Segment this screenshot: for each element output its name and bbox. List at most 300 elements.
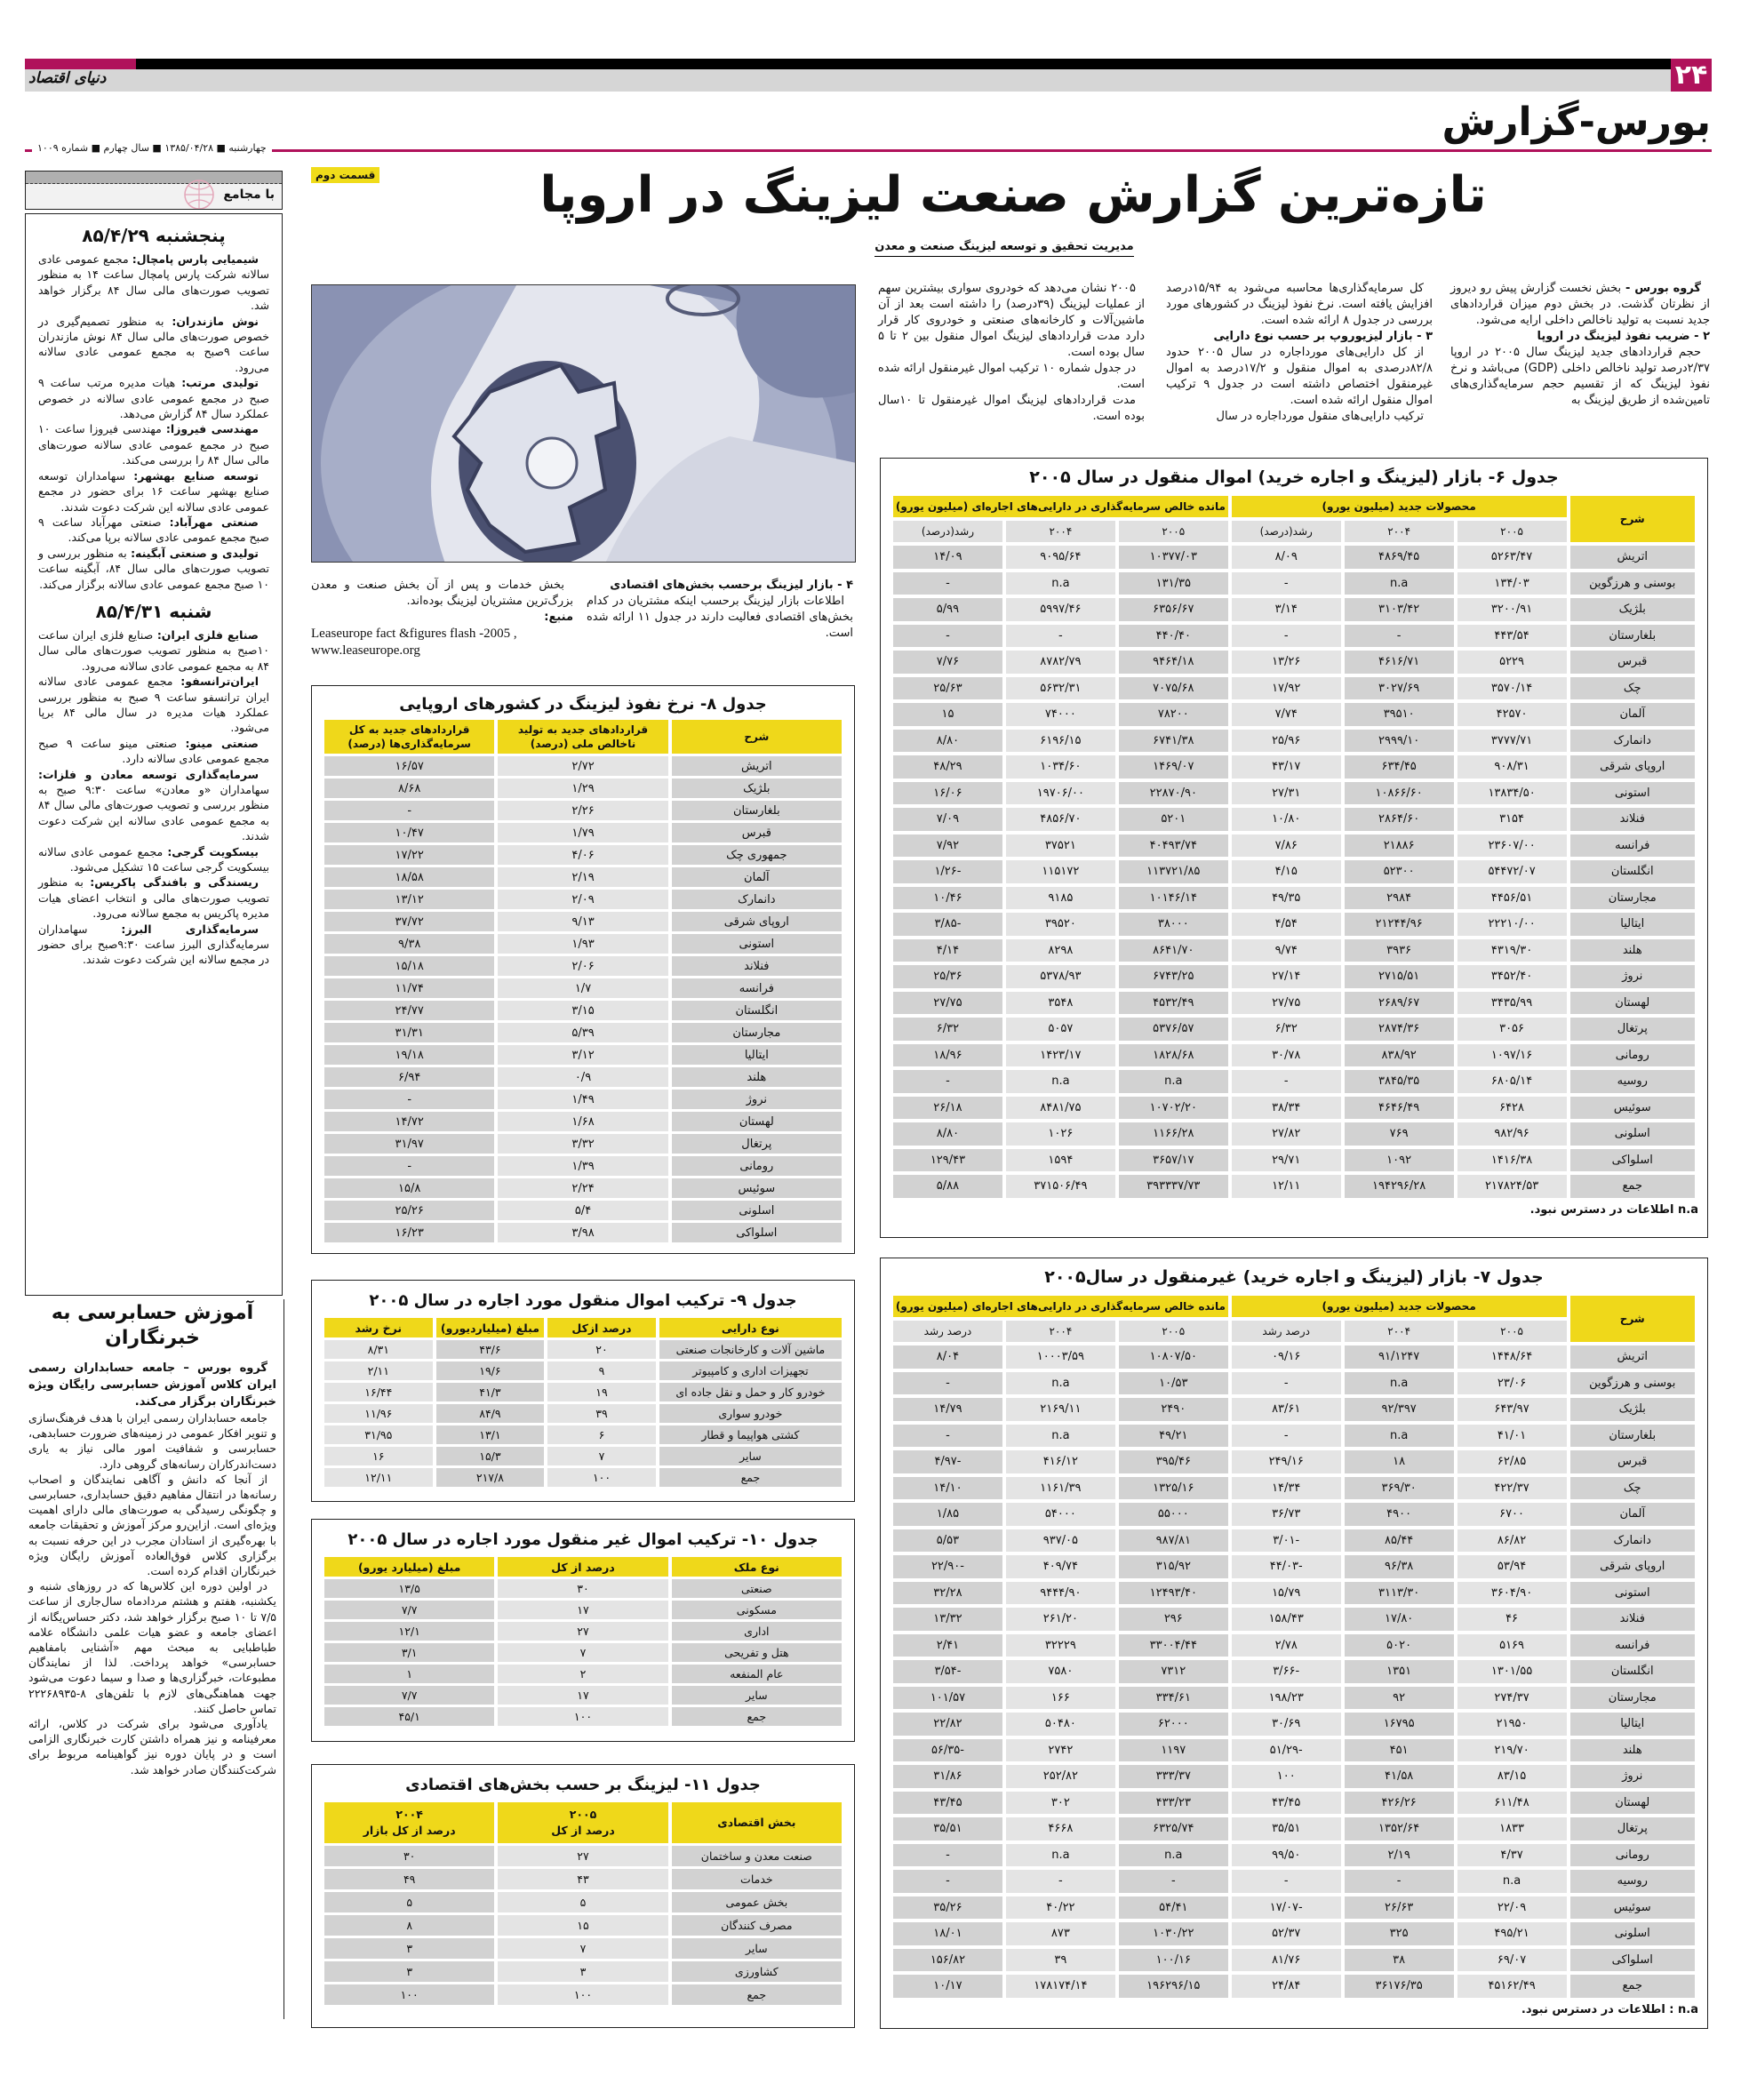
table-cell: -۳/۸۵ [893,913,1002,936]
table-cell: ۲/۱۹ [498,867,667,887]
table-cell: ۲۴۹۰ [1119,1398,1228,1421]
table-cell: ۵/۵۳ [893,1529,1002,1553]
company-name: ایران‌ترانسفو: [180,675,259,689]
row-label: سایر [672,1938,842,1959]
table-row [893,1660,1695,1683]
table-cell: ۵۴/۴۱ [1119,1896,1228,1920]
table-cell: ۱۵ [498,1915,667,1936]
row-label: اروپای شرقی [1570,1555,1695,1578]
masthead-accent [25,59,136,69]
row-label: بوسنی و هرزگوین [1570,572,1695,595]
table-cell: ۳۹۳۶ [1345,939,1454,962]
table-cell: ۳۸/۳۴ [1232,1097,1341,1120]
row-label: ایتالیا [672,1045,842,1065]
table-cell: ۳۸۰۰۰ [1119,913,1228,936]
table-cell: ۲۹۶ [1119,1608,1228,1631]
column-header [324,1802,494,1843]
paragraph: یادآوری می‌شود برای شرکت در کلاس، ارائه معرفینامه و نیز همراه داشتن کارت خبرنگاری الزامی است و در پایان دوره نیز گواهینامه مربوط برای شرکت‌کنندگان صادر خواهد شد. [28,1717,276,1777]
table-cell: ۷ [547,1447,656,1465]
table-cell: n.a [1457,1870,1567,1893]
meeting-details: مجمع عمومی عادی سالانه بیسکویت گرجی ساعت ۱۵ تشکیل می‌شود. [38,844,269,874]
table-cell: ۲۴/۷۷ [324,1001,494,1020]
meeting-item [38,546,269,592]
meeting-item [38,674,269,736]
table-cell: ۳۸ [1345,1949,1454,1972]
table-cell: ۱۸/۰۱ [893,1922,1002,1945]
row-label: جمع [672,1984,842,2005]
meeting-item [38,627,269,674]
row-label: اروپای شرقی [1570,755,1695,779]
table-row [893,1070,1695,1093]
table-cell: ۶۳۵۶/۶۷ [1119,598,1228,621]
meetings-header [25,171,283,210]
table-row [893,1529,1695,1553]
table-cell: ۲/۰۶ [498,956,667,976]
meeting-item [38,375,269,421]
table-cell: ۶/۹۴ [324,1067,494,1087]
table-cell: ۶/۳۲ [893,1018,1002,1041]
table-cell: ۹۳۷/۰۵ [1006,1529,1115,1553]
row-label: خودرو سواری [659,1404,842,1423]
table-row [893,1634,1695,1657]
table-cell: ۹۶/۳۸ [1345,1555,1454,1578]
subheading: ۳ - بازار لیزیوروپ بر حسب نوع دارایی [1213,330,1433,343]
table-cell: ۳۷۵۲۱ [1006,834,1115,858]
table-cell: ۹۱۸۵ [1006,887,1115,910]
table-cell: ۴/۱۵ [1232,860,1341,883]
table-row [324,934,842,954]
meeting-item [38,736,269,767]
table-cell: ۸۴/۹ [436,1404,545,1423]
table-cell: ۵ [498,1892,667,1912]
table-cell: ۳/۱۲ [498,1045,667,1065]
row-label: چک [1570,677,1695,700]
table-cell: ۳۶۹/۳۰ [1345,1477,1454,1500]
table-cell: ۲/۷۲ [498,756,667,776]
table-cell: ۲۲۲۱۰/۰۰ [1457,913,1567,936]
meeting-details: سهامداران سرمایه‌گذاری البرز ساعت ۹:۳۰صبح برای حضور در مجمع سالانه این شرکت دعوت شدند. [38,922,269,967]
table-cell: ۴۳۱۹/۳۰ [1457,939,1567,962]
table-cell: ۳۰ [498,1579,667,1598]
row-label: اسلواکی [1570,1149,1695,1172]
table-cell: ۳۹۳۳۳۷/۷۳ [1119,1175,1228,1198]
table-cell: ۱۳۴/۰۳ [1457,572,1567,595]
table-cell: ۶۹/۰۷ [1457,1949,1567,1972]
table-cell: ۱۸/۹۶ [893,1044,1002,1067]
table-cell: ۴۸/۲۹ [893,755,1002,779]
table-cell: ۳۴۳۵/۹۹ [1457,992,1567,1015]
table-cell: ۱۰۹۷/۱۶ [1457,1044,1567,1067]
table-cell: ۱۵۹۴ [1006,1149,1115,1172]
row-label: نروژ [672,1090,842,1109]
table-cell: ۸/۰۹ [1232,546,1341,569]
table-cell: -۵۶/۳۵ [893,1739,1002,1762]
table-cell: ۱۰۰ [1232,1765,1341,1788]
meeting-details: صنایع فلزی ایران ساعت ۱۰صبح به منظور تصویب صورت‌های مالی سال ۸۴ به مجمع عمومی عادی سالانه می‌رود. [38,627,269,673]
table-cell: ۴۶۶۸ [1006,1817,1115,1840]
meeting-item [38,468,269,515]
group-header: مانده خالص سرمایه‌گذاری در دارایی‌های اجاره‌ای (میلیون یورو) [893,1296,1228,1317]
table-cell: ۳۳۴/۶۱ [1119,1687,1228,1710]
table-cell: - [893,1844,1002,1867]
meeting-item [38,874,269,921]
table-cell: - [893,1870,1002,1893]
table-row [893,1503,1695,1526]
lead-label: گروه بورس - [1621,282,1701,295]
row-label: اسلونی [1570,1922,1695,1945]
table-row [324,1938,842,1959]
table-cell: ۳۱۵۴ [1457,808,1567,831]
table-cell: ۶۸۰۵/۱۴ [1457,1070,1567,1093]
table-cell: ۱۷/۸۰ [1345,1608,1454,1631]
meeting-item [38,844,269,875]
year-label: ۲۰۰۵ [569,1808,597,1821]
article-column-1 [1450,281,1710,409]
table-6-movable-assets [880,458,1708,1238]
table-cell: ۳۵۴۸ [1006,992,1115,1015]
row-label: سوئیس [672,1178,842,1198]
table-cell: ۲۲۸۷۰/۹۰ [1119,782,1228,805]
table-row [893,625,1695,648]
paragraph: جامعه حسابداران رسمی ایران با هدف فرهنگ‌سازی و تنویر افکار عمومی در زمینه‌های ضرورت حسابدهی، حسابرسی و شفافیت امور مالی نیاز به یاری دست‌اندرکاران رسانه‌های گروهی دارد. [28,1411,276,1471]
article-column-3 [878,281,1145,425]
table-row [324,1067,842,1087]
article-column-2 [1166,281,1433,425]
table-cell: -۱/۲۶ [893,860,1002,883]
table-cell: ۴/۳۷ [1457,1844,1567,1867]
table-cell: ۵۰۵۷ [1006,1018,1115,1041]
table-cell: ۴۱۶/۱۲ [1006,1450,1115,1473]
table-cell: ۲۵/۲۶ [324,1201,494,1220]
row-label: انگلستان [672,1001,842,1020]
table-row [893,1739,1695,1762]
row-label: فرانسه [672,978,842,998]
table-cell: ۵۹۹۷/۴۶ [1006,598,1115,621]
article-title: آموزش حسابرسی به خبرنگاران [51,1302,254,1349]
row-label: خودرو کار و حمل و نقل جاده ای [659,1383,842,1401]
paragraph-text: بخش نخست گزارش پیش رو دیروز از نظرتان گذشت. در بخش دوم میزان قراردادهای جدید نسبت به تولید ناخالص داخلی ارایه می‌شود. [1450,282,1710,327]
row-label: پرتغال [1570,1018,1695,1041]
table-cell: ۵ [324,1892,494,1912]
column-header: رشد(درصد) [893,521,1002,542]
table-cell: ۱۲/۱۱ [324,1468,433,1487]
table-cell: ۱۰۰ [498,1984,667,2005]
table-cell: ۱۵۸/۴۳ [1232,1608,1341,1631]
table-row [893,1122,1695,1146]
table-cell: ۱۳۵۲/۶۴ [1345,1817,1454,1840]
table-8-penetration-rate [311,685,855,1254]
table-cell: ۲۷/۷۵ [893,992,1002,1015]
data-table [321,1554,845,1729]
company-name: صنعتی مهرآباد: [169,515,259,529]
table-row [893,1372,1695,1395]
column-header: درصد رشد [893,1321,1002,1342]
section-title: بورس-گزارش [1442,100,1711,145]
table-cell: ۱۰۰ [547,1468,656,1487]
year-label: ۲۰۰۴ [395,1808,423,1821]
table-cell: ۷۸۲۰۰ [1119,703,1228,726]
table-cell: ۶۴۲۸ [1457,1097,1567,1120]
masthead-band [25,69,1694,92]
table-cell: -۱۷/۰۷ [1232,1896,1341,1920]
row-label: انگلستان [1570,860,1695,883]
row-label: بلژیک [672,779,842,798]
row-label: ایتالیا [1570,913,1695,936]
table-cell: ۳۰۲ [1006,1792,1115,1815]
byline [800,240,1209,253]
table-cell: ۸۷۸۲/۷۹ [1006,651,1115,674]
table-cell: ۳۹ [1006,1949,1115,1972]
table-cell: ۴۰۹/۷۴ [1006,1555,1115,1578]
table-cell: ۳۵۷۰/۱۴ [1457,677,1567,700]
table-cell: ۱/۴۹ [498,1090,667,1109]
meeting-item [38,421,269,467]
row-label: بلغارستان [1570,1425,1695,1448]
unit-label: درصد از کل بازار [363,1824,456,1837]
table-cell: ۵۴۰۰۰ [1006,1503,1115,1526]
table-cell: ۴۱/۳ [436,1383,545,1401]
table-cell: ۳۷۷۷/۷۱ [1457,730,1567,753]
table-cell: ۹۸۲/۹۶ [1457,1122,1567,1146]
table-cell: ۴/۱۴ [893,939,1002,962]
paragraph: در اولین دوره این کلاس‌ها که در روزهای شنبه و یکشنبه، هفتم و هشتم مردادماه سال‌جاری از ساعت ۷/۵ تا ۱۰ صبح برگزار خواهد شد، دکتر حساس‌یگانه از اعضای جامعه و عضو هیات علمی دانشگاه علامه طباطبایی به مبحث مهم «آشنایی بامفاهیم حسابرسی» خواهد پرداخت. لذا از نمایندگان مطبوعات، خبرگزاری‌ها و صدا و سیما دعوت می‌شود جهت هماهنگی‌های لازم با تلفن‌های ۸-۲۲۲۶۸۹۳۵ تماس حاصل کنند. [28,1579,276,1715]
table-cell: ۲۴/۸۴ [1232,1975,1341,1998]
company-name: شیمیایی پارس پامچال: [132,252,259,266]
table-row [324,1869,842,1889]
column-header: درصد ازکل [547,1318,656,1337]
table-row [324,1045,842,1065]
table-row [893,1817,1695,1840]
company-name: بیسکویت گرجی: [167,844,259,858]
table-row [324,1178,842,1198]
table-cell: -۲۲/۹۰ [893,1555,1002,1578]
table-row [893,913,1695,936]
table-cell: ۷۶۹ [1345,1122,1454,1146]
table-cell: ۸۳/۶۱ [1232,1398,1341,1421]
table-cell: ۲۱۷۸۲۴/۵۳ [1457,1175,1567,1198]
row-label: بلغارستان [672,801,842,820]
page-number: ۲۴ [1671,59,1712,92]
table-cell: ۵۲۳۰۰ [1345,860,1454,883]
table-cell: ۴۲۵۷۰ [1457,703,1567,726]
table-cell: ۵۳/۹۴ [1457,1555,1567,1578]
table-row [324,978,842,998]
row-label: فرانسه [1570,1634,1695,1657]
table-cell: -۳/۵۴ [893,1660,1002,1683]
paragraph [1450,281,1710,329]
table-cell: ۵۳۷۸/۹۳ [1006,965,1115,988]
table-cell: ۹/۳۸ [324,934,494,954]
paragraph: ۲۰۰۵ نشان می‌دهد که خودروی سواری بیشترین سهم از عملیات لیزینگ (۳۹درصد) را داشته است بعد از آن ماشین‌آلات و کارخانه‌های صنعتی و خودروی کار قرار دارد مدت قراردادهای لیزینگ اموال منقول بین ۲ تا ۵ سال بوده است. [878,282,1145,359]
table-cell: ۲۱۷/۸ [436,1468,545,1487]
table-cell: ۳۶۱۷۶/۳۵ [1345,1975,1454,1998]
row-label: بلژیک [1570,598,1695,621]
table-row [324,912,842,931]
row-label: سایر [672,1686,842,1705]
group-header: مانده خالص سرمایه‌گذاری در دارایی‌های اجاره‌ای (میلیون یورو) [893,496,1228,517]
row-label: اتریش [1570,1345,1695,1369]
column-header: قراردادهای جدید به تولید ناخالص ملی (درصد) [498,720,667,754]
table-cell: -۵۱/۲۹ [1232,1739,1341,1762]
table-cell: ۳۰/۷۸ [1232,1044,1341,1067]
byline-text: مدیریت تحقیق و توسعه لیزینگ صنعت و معدن [874,240,1133,257]
table-cell: ۱۴۲۳/۱۷ [1006,1044,1115,1067]
table-row [324,1665,842,1683]
column-header: نوع دارایی [659,1318,842,1337]
row-label: مجارستان [1570,1687,1695,1710]
wrench-gear-illustration [312,285,856,563]
table-cell: ۵۲۶۳/۴۷ [1457,546,1567,569]
table-cell: ۷ [498,1938,667,1959]
table-cell: ۱۳۸۳۴/۵۰ [1457,782,1567,805]
row-label: فنلاند [1570,808,1695,831]
meeting-details: هیات مدیره مرتب ساعت ۹ صبح در مجمع عمومی عادی سالانه در خصوص عملکرد سال ۸۴ گزارش می‌دهد. [38,376,269,421]
table-cell: ۱۸ [1345,1450,1454,1473]
table-cell: ۳۷/۷۲ [324,912,494,931]
data-table [890,1292,1698,2001]
table-cell: ۳/۱ [324,1643,494,1662]
row-label: آلمان [672,867,842,887]
table-row [893,755,1695,779]
table-cell: - [1232,625,1341,648]
table-row [324,956,842,976]
table-cell: ۳۸۴۵/۳۵ [1345,1070,1454,1093]
table-cell: n.a [1119,1070,1228,1093]
table-cell: ۳۵/۲۶ [893,1896,1002,1920]
table-cell: ۱۴/۷۲ [324,1112,494,1131]
table-cell: ۸۵/۴۴ [1345,1529,1454,1553]
table-cell: ۴۸۶۹/۴۵ [1345,546,1454,569]
table-cell: ۱/۹۳ [498,934,667,954]
group-header: محصولات جدید (میلیون یورو) [1232,1296,1567,1317]
meeting-details: صنعتی مهرآباد ساعت ۹ صبح مجمع عمومی عادی سالانه برپا می‌کند. [38,515,269,545]
table-cell: ۳۱/۹۷ [324,1134,494,1154]
table-cell: ۱۸۳۳ [1457,1817,1567,1840]
column-header: ۲۰۰۴ [1345,521,1454,542]
table-row [324,1579,842,1598]
table-cell: ۳۲۰۰/۹۱ [1457,598,1567,621]
table-row [324,823,842,842]
row-label: پرتغال [672,1134,842,1154]
table-cell: ۷/۷۴ [1232,703,1341,726]
table-cell: ۴/۵۴ [1232,913,1341,936]
table-cell: ۴۵۳۲/۴۹ [1119,992,1228,1015]
table-cell: ۶۱۹۶/۱۵ [1006,730,1115,753]
row-label: صنعتی [672,1579,842,1598]
total-row [324,1984,842,2005]
table-9-movable-composition [311,1280,855,1502]
table-cell: ۷/۸۶ [1232,834,1341,858]
row-label: فنلاند [672,956,842,976]
row-label: اسلونی [1570,1122,1695,1146]
row-label: هلند [1570,939,1695,962]
table-cell: ۱۱۶۱/۳۹ [1006,1477,1115,1500]
table-row [893,939,1695,962]
table-cell: ۳۹ [547,1404,656,1423]
paragraph: کل سرمایه‌گذاری‌ها محاسبه می‌شود به ۱۵/۹۴درصد افزایش یافته است. نرخ نفوذ لیزینگ در کشورهای مورد بررسی در جدول ۸ ارائه شده است. [1166,282,1433,327]
table-cell: ۸/۳۱ [324,1340,433,1359]
table-row [324,779,842,798]
table-cell: ۸/۶۸ [324,779,494,798]
table-cell: ۴۳/۱۷ [1232,755,1341,779]
table-cell: ۲۲/۸۲ [893,1713,1002,1736]
column-header: بخش اقتصادی [672,1802,842,1843]
row-label: استونی [672,934,842,954]
table-cell: ۴۹۰۰ [1345,1503,1454,1526]
table-row [324,1134,842,1154]
column-header: ۲۰۰۴ [1345,1321,1454,1342]
company-name: سرمایه‌گذاری توسعه معادن و فلزات: [38,767,259,781]
table-row [893,860,1695,883]
table-cell: ۲۱۸۸۶ [1345,834,1454,858]
table-cell: n.a [1345,1425,1454,1448]
row-label: فنلاند [1570,1608,1695,1631]
table-title: جدول ۷- بازار (لیزینگ و اجاره خرید) غیرمنقول در سال۲۰۰۵ [1044,1267,1544,1287]
table-cell: ۳/۳۲ [498,1134,667,1154]
column-header: ۲۰۰۵ [1457,521,1567,542]
table-row [324,1447,842,1465]
total-row [324,1468,842,1487]
table-cell: ۶۲/۸۵ [1457,1450,1567,1473]
table-cell: ۵۳۷۶/۵۷ [1119,1018,1228,1041]
table-row [324,1090,842,1109]
column-header: قراردادهای جدید به کل سرمایه‌گذاری‌ها (درصد) [324,720,494,754]
table-cell: ۰/۹ [498,1067,667,1087]
row-label: تجهیزات اداری و کامپیوتر [659,1361,842,1380]
table-cell: ۱۵/۱۸ [324,956,494,976]
table-cell: ۱۳/۱۲ [324,890,494,909]
row-label: لهستان [1570,1792,1695,1815]
table-cell: ۳۲/۲۸ [893,1582,1002,1605]
row-label: بلژیک [1570,1398,1695,1421]
table-footnote: n.a اطلاعات در دسترس نبود. [1529,1202,1698,1217]
table-cell: - [893,1425,1002,1448]
table-cell: ۲۶۸۹/۶۷ [1345,992,1454,1015]
table-cell: ۲۸۷۴/۳۶ [1345,1018,1454,1041]
table-cell: - [1232,1070,1341,1093]
table-cell: ۴۴۰/۴۰ [1119,625,1228,648]
table-cell: ۳ [498,1961,667,1982]
table-cell: ۱۴۱۶/۳۸ [1457,1149,1567,1172]
subheading: ۴ - بازار لیزینگ برحسب بخش‌های اقتصادی [610,579,853,592]
table-cell: ۳۱/۸۶ [893,1765,1002,1788]
table-cell: ۱/۶۸ [498,1112,667,1131]
table-cell: n.a [1006,1070,1115,1093]
table-cell: -۴۴/۰۳ [1232,1555,1341,1578]
table-row [893,598,1695,621]
table-cell: ۸ [324,1915,494,1936]
row-label: انگلستان [1570,1660,1695,1683]
table-cell: ۱۹ [547,1383,656,1401]
table-row [893,808,1695,831]
table-cell: ۴۰/۲۲ [1006,1896,1115,1920]
row-label: قبرس [1570,1450,1695,1473]
column-header: رشد(درصد) [1232,521,1341,542]
table-cell: ۳۳۰۰۴/۴۴ [1119,1634,1228,1657]
row-label: اتریش [672,756,842,776]
table-cell: ۱۱۳۷۲۱/۸۵ [1119,860,1228,883]
table-cell: ۴۳/۶ [436,1340,545,1359]
table-cell: ۸/۰۴ [893,1345,1002,1369]
table-cell: ۷/۰۹ [893,808,1002,831]
table-cell: ۸/۸۰ [893,1122,1002,1146]
part-badge: قسمت دوم [311,167,379,183]
paragraph: در جدول شماره ۱۰ ترکیب اموال غیرمنقول ارائه شده است. [878,362,1145,391]
row-label: آلمان [1570,1503,1695,1526]
table-cell: - [893,1070,1002,1093]
company-name: تولیدی و صنعتی آبگینه: [131,546,259,560]
table-cell: ۲۰ [547,1340,656,1359]
